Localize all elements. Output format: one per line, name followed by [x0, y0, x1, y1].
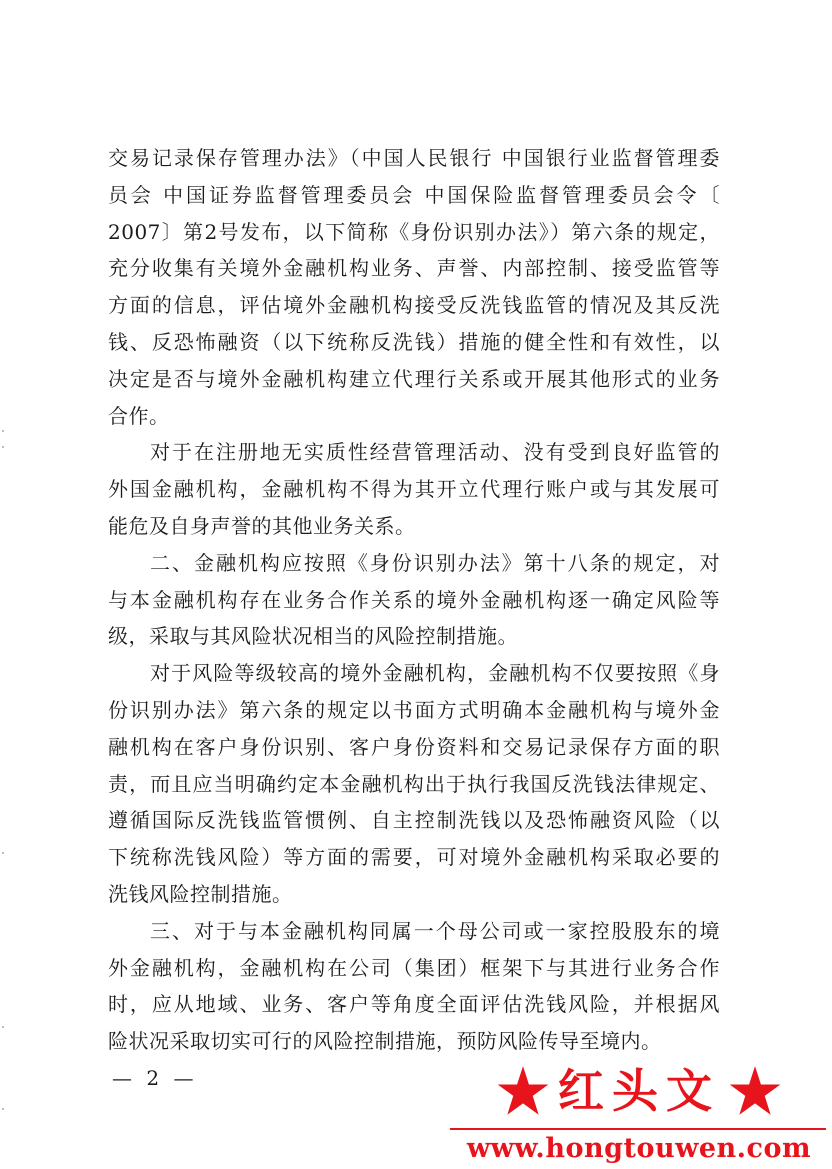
text-line: 员会 中国证券监督管理委员会 中国保险监督管理委员会令〔 [108, 182, 720, 207]
watermark-title [446, 1062, 832, 1120]
text-line: 与本金融机构存在业务合作关系的境外金融机构逐一确定风险等 [108, 587, 720, 612]
text-line: 责，而且应当明确约定本金融机构出于执行我国反洗钱法律规定、 [108, 771, 720, 796]
text-line: 份识别办法》第六条的规定以书面方式明确本金融机构与境外金 [108, 697, 720, 722]
scan-mark [2, 1026, 4, 1028]
text-line: 二、金融机构应按照《身份识别办法》第十八条的规定，对 [150, 550, 720, 575]
text-line: 决定是否与境外金融机构建立代理行关系或开展其他形式的业务 [108, 366, 720, 391]
document-body [108, 140, 720, 1060]
watermark-url: www.hongtouwen.com [466, 1133, 812, 1164]
watermark [446, 1062, 832, 1169]
text-line: 外金融机构，金融机构在公司（集团）框架下与其进行业务合作 [108, 955, 720, 980]
text-line: 方面的信息，评估境外金融机构接受反洗钱监管的情况及其反洗 [108, 293, 720, 318]
text-line: 2007〕第2号发布，以下简称《身份识别办法》）第六条的规定， [108, 219, 720, 244]
text-line: 险状况采取切实可行的风险控制措施，预防风险传导至境内。 [108, 1029, 662, 1054]
watermark-name: 红头文 [558, 1064, 720, 1118]
text-line: 时，应从地域、业务、客户等角度全面评估洗钱风险，并根据风 [108, 992, 720, 1017]
text-line: 融机构在客户身份识别、客户身份资料和交易记录保存方面的职 [108, 734, 720, 759]
text-line: 级，采取与其风险状况相当的风险控制措施。 [108, 624, 518, 649]
text-line: 合作。 [108, 403, 170, 428]
star-icon [728, 1064, 782, 1118]
text-line: 钱、反恐怖融资（以下统称反洗钱）措施的健全性和有效性，以 [108, 329, 720, 354]
text-line: 对于风险等级较高的境外金融机构，金融机构不仅要按照《身 [150, 661, 720, 686]
scan-mark [2, 430, 4, 432]
text-line: 能危及自身声誉的其他业务关系。 [108, 513, 416, 538]
text-line: 遵循国际反洗钱监管惯例、自主控制洗钱以及恐怖融资风险（以 [108, 808, 720, 833]
page-number: — 2 — [112, 1066, 198, 1090]
scan-mark [2, 1108, 4, 1110]
scan-mark [2, 446, 4, 448]
text-line: 三、对于与本金融机构同属一个母公司或一家控股股东的境 [150, 918, 720, 943]
star-icon [496, 1064, 550, 1118]
text-line: 对于在注册地无实质性经营管理活动、没有受到良好监管的 [150, 440, 720, 465]
text-line: 洗钱风险控制措施。 [108, 881, 293, 906]
scan-mark [2, 852, 4, 854]
text-line: 交易记录保存管理办法》（中国人民银行 中国银行业监督管理委 [108, 146, 720, 170]
text-line: 充分收集有关境外金融机构业务、声誉、内部控制、接受监管等 [108, 256, 720, 281]
text-line: 下统称洗钱风险）等方面的需要，可对境外金融机构采取必要的 [108, 845, 720, 870]
watermark-divider [450, 1128, 826, 1130]
text-line: 外国金融机构，金融机构不得为其开立代理行账户或与其发展可 [108, 477, 720, 502]
